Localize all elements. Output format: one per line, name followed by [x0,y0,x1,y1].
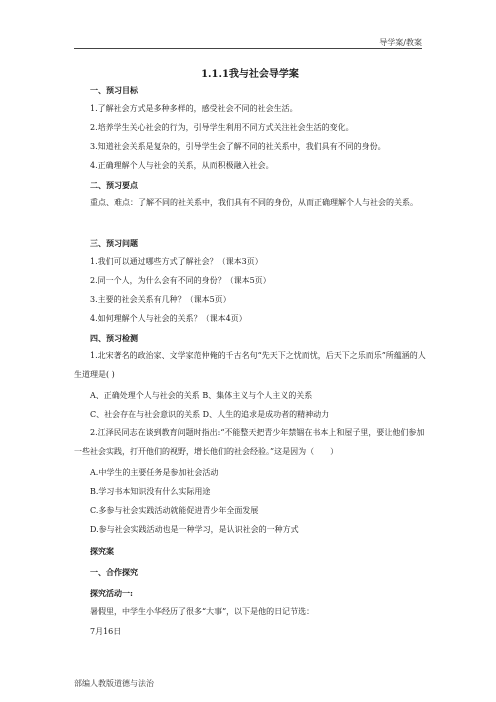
page-header: 导学案/教案 [379,38,422,47]
question-item: 3.主要的社会关系有几种？（课本5页） [90,295,231,304]
answer-option: C.多参与社会实践活动就能促进青少年全面发展 [90,506,259,515]
check-question-1: 1.北宋著名的政治家、文学家范仲俺的千古名句“先天下之忧而忧，后天下之乐而乐”所蕴涵的人生道理是( ) [74,351,426,379]
question-item: 1.我们可以通过哪些方式了解社会？（课本3页） [90,257,263,266]
explore-paragraph: 暑假里，中学生小华经历了很多“大事”，以下是他的日记节选： [90,607,315,616]
keypoints-paragraph: 重点、难点：了解不同的社关系中，我们具有不同的身份，从而正确理解个人与社会的关系。 [90,198,418,207]
section-heading-explore: 探究案 [90,546,114,556]
answer-option: A、正确处理个人与社会的关系 B、集体主义与个人主义的关系 [90,391,313,400]
goal-item: 1.了解社会方式是多种多样的，感受社会不同的社会生活。 [90,104,298,113]
check-question-2: 2.江泽民同志在谈到教育问题时指出:“不能整天把青少年禁锢在书本上和屋子里，要让他们参加一些社会实践，打开他们的视野，增长他们的社会经验。”这是因为（ ） [74,428,425,456]
section-heading-questions: 三、预习问题 [90,238,138,248]
activity-heading: 探究活动一: [90,588,133,598]
subsection-heading: 一、合作探究 [90,567,138,577]
section-heading-goals: 一、预习目标 [90,85,138,95]
answer-option: A.中学生的主要任务是参加社会活动 [90,468,219,477]
question-item: 2.同一个人，为什么会有不同的身份？（课本5页） [90,276,271,285]
answer-option: C、社会存在与社会意识的关系 D、人生的追求是成功者的精神动力 [90,410,330,419]
header-divider [74,48,422,49]
document-title: 1.1.1我与社会导学案 [201,69,299,80]
section-heading-check: 四、预习检测 [90,333,138,343]
section-heading-keypoints: 二、预习要点 [90,180,138,190]
goal-item: 3.知道社会关系是复杂的，引导学生会了解不同的社关系中，我们具有不同的身份。 [90,142,386,151]
answer-option: B.学习书本知识没有什么实际用途 [90,487,211,496]
diary-date: 7月16日 [90,627,122,636]
question-item: 4.如何理解个人与社会的关系？（课本4页） [90,314,247,323]
answer-option: D.参与社会实践活动也是一种学习，是认识社会的一种方式 [90,525,299,534]
page-footer: 部编人教版道德与法治 [74,679,154,688]
goal-item: 4.正确理解个人与社会的关系，从而积极融入社会。 [90,161,274,170]
goal-item: 2.培养学生关心社会的行为，引导学生利用不同方式关注社会生活的变化。 [90,123,354,132]
